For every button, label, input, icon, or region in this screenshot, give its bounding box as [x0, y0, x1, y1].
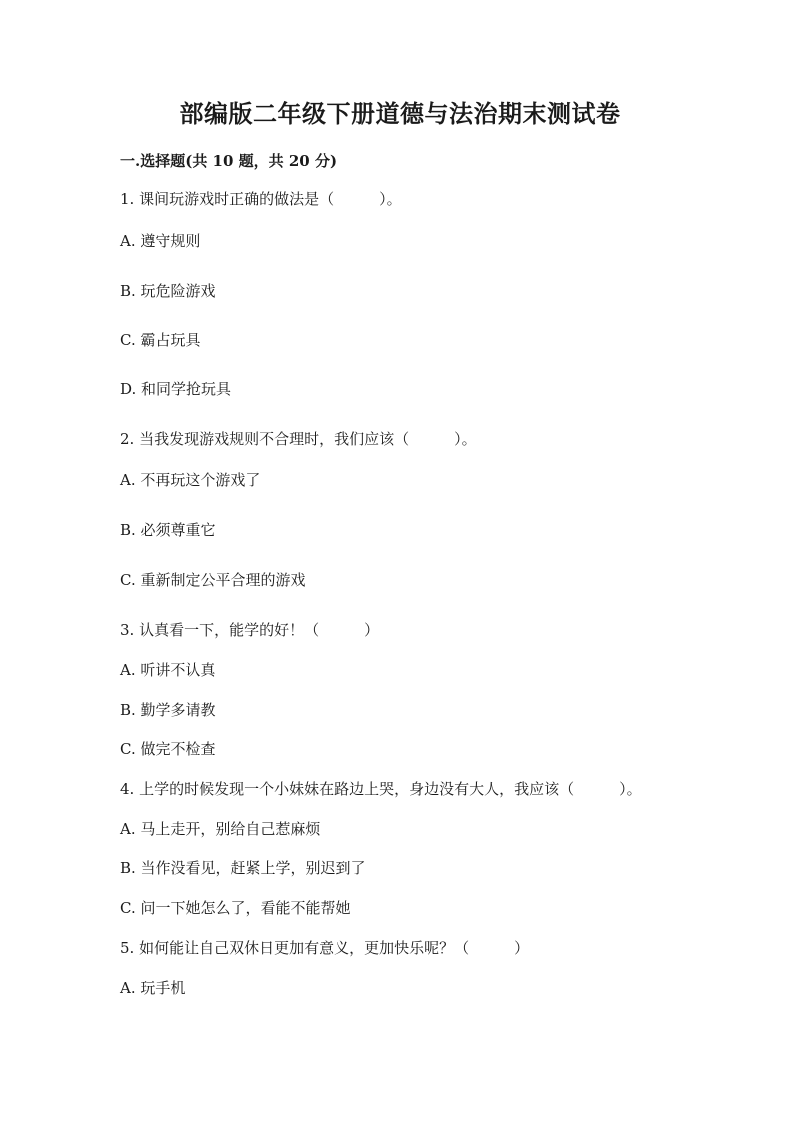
- question-1-option-d: D. 和同学抢玩具: [120, 380, 232, 398]
- question-5-stem: 5. 如何能让自己双休日更加有意义，更加快乐呢？（ ）: [120, 939, 530, 957]
- question-4-stem: 4. 上学的时候发现一个小妹妹在路边上哭，身边没有大人，我应该（ ）。: [120, 780, 642, 798]
- question-2-option-a: A. 不再玩这个游戏了: [120, 471, 261, 489]
- question-3-option-b: B. 勤学多请教: [120, 701, 216, 719]
- question-3-option-c: C. 做完不检查: [120, 740, 216, 758]
- question-1-option-b: B. 玩危险游戏: [120, 282, 216, 300]
- question-3-option-a: A. 听讲不认真: [120, 661, 216, 679]
- question-2-option-b: B. 必须尊重它: [120, 521, 216, 539]
- question-1-option-c: C. 霸占玩具: [120, 331, 201, 349]
- question-2-stem: 2. 当我发现游戏规则不合理时，我们应该（ ）。: [120, 430, 477, 448]
- page-title: 部编版二年级下册道德与法治期末测试卷: [179, 99, 621, 128]
- question-4-option-a: A. 马上走开，别给自己惹麻烦: [120, 820, 321, 838]
- question-4-option-b: B. 当作没看见，赶紧上学，别迟到了: [120, 859, 366, 877]
- question-3-stem: 3. 认真看一下，能学的好！（ ）: [120, 621, 380, 639]
- section-heading: 一.选择题(共 10 题，共 20 分): [120, 152, 338, 170]
- question-2-option-c: C. 重新制定公平合理的游戏: [120, 571, 306, 589]
- question-5-option-a: A. 玩手机: [120, 979, 186, 997]
- question-1-stem: 1. 课间玩游戏时正确的做法是（ ）。: [120, 190, 402, 208]
- question-4-option-c: C. 问一下她怎么了，看能不能帮她: [120, 899, 351, 917]
- question-1-option-a: A. 遵守规则: [120, 232, 201, 250]
